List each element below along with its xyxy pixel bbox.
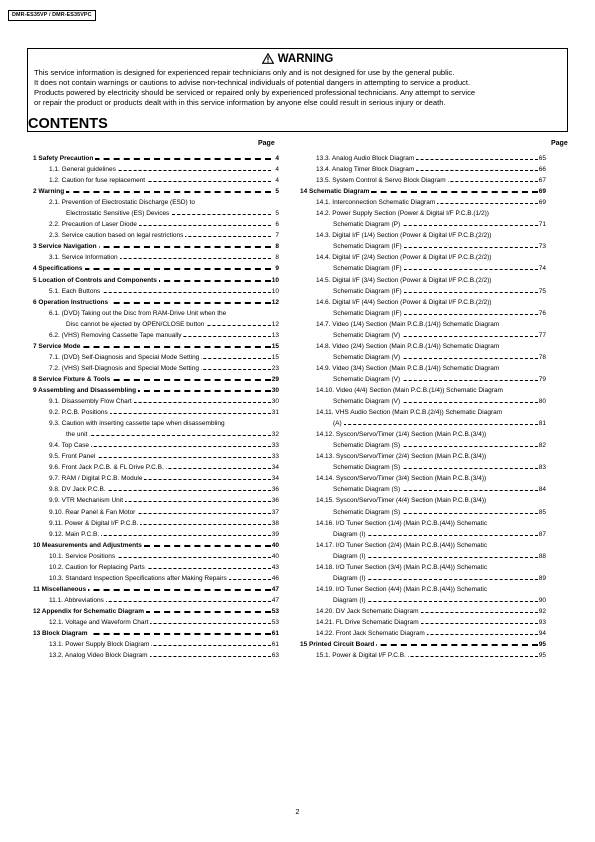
toc-entry-title: 9.4. Top Case: [49, 440, 91, 451]
toc-page-number: 47: [271, 595, 279, 606]
toc-entry-title: 14.10. Video (4/4) Section (Main P.C.B.(1/4)) Schematic Diagram: [316, 385, 505, 396]
toc-page-number: 9: [274, 263, 279, 274]
toc-subsection-entry[interactable]: [300, 330, 546, 341]
toc-subsection-entry[interactable]: [300, 407, 546, 418]
toc-page-number: 95: [538, 639, 546, 650]
toc-entry-title: 12 Appendix for Schematic Diagram: [33, 606, 146, 617]
toc-entry-title: 14.21. FL Drive Schematic Diagram: [316, 617, 421, 628]
toc-entry-title: 7.2. (VHS) Self-Diagnosis and Special Mode Setting: [49, 363, 201, 374]
toc-page-number: 94: [538, 628, 546, 639]
toc-subsection-entry[interactable]: [300, 462, 546, 473]
toc-subsection-entry[interactable]: [300, 628, 546, 639]
toc-section-entry[interactable]: [33, 584, 279, 595]
toc-subsection-entry[interactable]: [33, 352, 279, 363]
toc-entry-title: 14.9. Video (3/4) Section (Main P.C.B.(1/4)) Schematic Diagram: [316, 363, 501, 374]
toc-entry-title: Diagram (I): [333, 573, 368, 584]
toc-subsection-entry[interactable]: [33, 230, 279, 241]
toc-subsection-entry[interactable]: [300, 153, 546, 164]
toc-page-number: 5: [274, 208, 279, 219]
toc-subsection-entry[interactable]: [300, 606, 546, 617]
toc-subsection-entry[interactable]: [33, 518, 279, 529]
toc-page-number: 79: [538, 374, 546, 385]
toc-entry-title: 14.4. Digital I/F (2/4) Section (Power & Digital I/F P.C.B.(2/2)): [316, 252, 493, 263]
warning-triangle-icon: [262, 53, 274, 64]
toc-subsection-entry[interactable]: [300, 573, 546, 584]
page-column-header-left: Page: [258, 140, 275, 147]
toc-entry-title: (A): [333, 418, 344, 429]
toc-section-entry[interactable]: [300, 639, 546, 650]
toc-subsection-entry[interactable]: [33, 462, 279, 473]
toc-subsection-entry[interactable]: [300, 429, 546, 440]
toc-entry-title: the unit: [66, 429, 89, 440]
toc-section-entry[interactable]: [33, 263, 279, 274]
toc-subsection-entry[interactable]: [300, 252, 546, 263]
toc-entry-title: 9.10. Rear Panel & Fan Motor: [49, 507, 137, 518]
toc-entry-title: 14.5. Digital I/F (3/4) Section (Power & Digital I/F P.C.B.(2/2)): [316, 275, 493, 286]
toc-entry-title: 10.2. Caution for Replacing Parts: [49, 562, 147, 573]
toc-page-number: 5: [274, 186, 279, 197]
page-column-header-right: Page: [551, 140, 568, 147]
toc-page-number: 81: [538, 418, 546, 429]
toc-subsection-entry[interactable]: [33, 440, 279, 451]
toc-page-number: 82: [538, 440, 546, 451]
toc-entry-title: 1.1. General guidelines: [49, 164, 118, 175]
toc-entry-title: Schematic Diagram (S): [333, 507, 402, 518]
toc-page-number: 88: [538, 551, 546, 562]
toc-page-number: 77: [538, 330, 546, 341]
toc-subsection-entry[interactable]: [300, 197, 546, 208]
toc-page-number: 7: [274, 230, 279, 241]
toc-entry-title: 14.15. Syscon/Servo/Timer (4/4) Section (Main P.C.B.(3/4)): [316, 495, 488, 506]
toc-entry-title: 9.8. DV Jack P.C.B.: [49, 484, 108, 495]
toc-entry-title: 9 Assembling and Disassembling: [33, 385, 138, 396]
toc-entry-title: 11.1. Abbreviations: [49, 595, 106, 606]
toc-entry-title: 6.1. (DVD) Taking out the Disc from RAM-Drive Unit when the: [49, 308, 228, 319]
toc-entry-title: Schematic Diagram (S): [333, 440, 402, 451]
toc-subsection-entry[interactable]: [300, 518, 546, 529]
toc-subsection-entry[interactable]: [33, 529, 279, 540]
toc-entry-title: 13.1. Power Supply Block Diagram: [49, 639, 151, 650]
toc-entry-title: 14.8. Video (2/4) Section (Main P.C.B.(1/4)) Schematic Diagram: [316, 341, 501, 352]
toc-page-number: 4: [274, 153, 279, 164]
toc-page-number: 90: [538, 595, 546, 606]
toc-subsection-entry[interactable]: [300, 396, 546, 407]
toc-entry-title: 14.20. DV Jack Schematic Diagram: [316, 606, 421, 617]
toc-page-number: 4: [274, 164, 279, 175]
toc-entry-title: 10.1. Service Positions: [49, 551, 117, 562]
toc-entry-title: 15.1. Power & Digital I/F P.C.B.: [316, 650, 408, 661]
toc-subsection-entry[interactable]: [33, 562, 279, 573]
toc-subsection-entry[interactable]: [33, 639, 279, 650]
toc-subsection-entry[interactable]: [33, 363, 279, 374]
toc-entry-title: 9.6. Front Jack P.C.B. & FL Drive P.C.B.: [49, 462, 166, 473]
toc-entry-title: 9.5. Front Panel: [49, 451, 97, 462]
toc-entry-title: 10.3. Standard Inspection Specifications after Making Repairs: [49, 573, 229, 584]
toc-left-column: [33, 153, 279, 661]
toc-entry-title: 14.13. Syscon/Servo/Timer (2/4) Section (Main P.C.B.(3/4)): [316, 451, 488, 462]
toc-subsection-entry[interactable]: [300, 374, 546, 385]
toc-subsection-entry[interactable]: [33, 617, 279, 628]
toc-page-number: 13: [271, 330, 279, 341]
toc-page-number: 83: [538, 462, 546, 473]
toc-page-number: 76: [538, 308, 546, 319]
toc-entry-title: 14.14. Syscon/Servo/Timer (3/4) Section (Main P.C.B.(3/4)): [316, 473, 488, 484]
toc-entry-title: 12.1. Voltage and Waveform Chart: [49, 617, 150, 628]
toc-entry-title: Schematic Diagram (V): [333, 330, 402, 341]
toc-page-number: 40: [271, 551, 279, 562]
toc-subsection-entry[interactable]: [300, 529, 546, 540]
toc-entry-title: Diagram (I): [333, 595, 368, 606]
toc-page-number: 85: [538, 507, 546, 518]
toc-subsection-entry[interactable]: [33, 473, 279, 484]
toc-subsection-entry[interactable]: [300, 551, 546, 562]
toc-subsection-entry[interactable]: [300, 540, 546, 551]
toc-page-number: 30: [271, 385, 279, 396]
toc-subsection-entry[interactable]: [33, 219, 279, 230]
toc-subsection-entry[interactable]: [300, 584, 546, 595]
toc-entry-title: 9.1. Disassembly Flow Chart: [49, 396, 134, 407]
toc-section-entry[interactable]: [33, 153, 279, 164]
toc-subsection-entry[interactable]: [33, 451, 279, 462]
toc-page-number: 73: [538, 241, 546, 252]
toc-subsection-entry[interactable]: [300, 617, 546, 628]
warning-line: This service information is designed for experienced repair technicians only and is not designed for use by the general public.: [34, 68, 455, 77]
toc-section-entry[interactable]: [33, 628, 279, 639]
toc-subsection-entry[interactable]: [300, 473, 546, 484]
toc-subsection-entry[interactable]: [33, 197, 279, 208]
toc-section-entry[interactable]: [33, 186, 279, 197]
toc-page-number: 34: [271, 462, 279, 473]
toc-section-entry[interactable]: [33, 385, 279, 396]
toc-entry-title: 14.6. Digital I/F (4/4) Section (Power & Digital I/F P.C.B.(2/2)): [316, 297, 493, 308]
toc-subsection-entry[interactable]: [300, 241, 546, 252]
toc-entry-title: 10 Measurements and Adjustments: [33, 540, 144, 551]
toc-page-number: 78: [538, 352, 546, 363]
toc-entry-title: 11 Miscellaneous: [33, 584, 88, 595]
contents-heading: CONTENTS: [28, 116, 108, 132]
toc-section-entry[interactable]: [33, 606, 279, 617]
toc-page-number: 66: [538, 164, 546, 175]
toc-entry-title: 13.2. Analog Video Block Diagram: [49, 650, 150, 661]
toc-subsection-entry[interactable]: [33, 418, 279, 429]
toc-entry-title: 4 Specifications: [33, 263, 85, 274]
toc-page-number: 36: [271, 495, 279, 506]
toc-entry-title: Disc cannot be ejected by OPEN/CLOSE button: [66, 319, 206, 330]
toc-subsection-entry[interactable]: [300, 175, 546, 186]
toc-subsection-entry[interactable]: [300, 595, 546, 606]
toc-page-number: 69: [538, 197, 546, 208]
toc-page-number: 33: [271, 440, 279, 451]
toc-subsection-entry[interactable]: [300, 164, 546, 175]
toc-page-number: 67: [538, 175, 546, 186]
toc-section-entry[interactable]: [33, 374, 279, 385]
toc-page-number: 92: [538, 606, 546, 617]
toc-page-number: 29: [271, 374, 279, 385]
toc-subsection-entry[interactable]: [300, 208, 546, 219]
toc-page-number: 71: [538, 219, 546, 230]
toc-entry-title: Schematic Diagram (IF): [333, 241, 404, 252]
toc-entry-title: 5 Location of Controls and Components: [33, 275, 159, 286]
toc-page-number: 84: [538, 484, 546, 495]
toc-entry-title: 13 Block Diagram: [33, 628, 90, 639]
toc-subsection-entry[interactable]: [300, 495, 546, 506]
toc-entry-title: Schematic Diagram (IF): [333, 286, 404, 297]
toc-entry-title: Diagram (I): [333, 551, 368, 562]
toc-entry-title: 2.3. Service caution based on legal restrictions: [49, 230, 185, 241]
toc-entry-title: 9.2. P.C.B. Positions: [49, 407, 110, 418]
toc-entry-title: 14.1. Interconnection Schematic Diagram: [316, 197, 437, 208]
warning-line: or repair the product or products dealt with in this service information by anyone else could result in serious injury or death.: [34, 98, 446, 107]
toc-subsection-entry[interactable]: [300, 341, 546, 352]
toc-subsection-entry[interactable]: [33, 507, 279, 518]
toc-subsection-entry[interactable]: [300, 297, 546, 308]
toc-page-number: 65: [538, 153, 546, 164]
toc-subsection-entry[interactable]: [33, 595, 279, 606]
toc-subsection-entry[interactable]: [300, 385, 546, 396]
toc-entry-title: 14.12. Syscon/Servo/Timer (1/4) Section (Main P.C.B.(3/4)): [316, 429, 488, 440]
toc-page-number: 47: [271, 584, 279, 595]
toc-subsection-entry[interactable]: [300, 363, 546, 374]
toc-page-number: 15: [271, 352, 279, 363]
toc-entry-title: 15 Printed Circuit Board: [300, 639, 376, 650]
toc-page-number: 61: [271, 639, 279, 650]
toc-subsection-entry[interactable]: [33, 208, 279, 219]
toc-subsection-entry[interactable]: [33, 407, 279, 418]
toc-section-entry[interactable]: [33, 297, 279, 308]
toc-entry-title: Schematic Diagram (IF): [333, 263, 404, 274]
toc-entry-title: 14.22. Front Jack Schematic Diagram: [316, 628, 427, 639]
toc-subsection-entry[interactable]: [300, 352, 546, 363]
toc-entry-title: 6.2. (VHS) Removing Cassette Tape manually: [49, 330, 183, 341]
toc-page-number: 40: [271, 540, 279, 551]
toc-section-entry[interactable]: [300, 186, 546, 197]
toc-entry-title: 2 Warning: [33, 186, 66, 197]
toc-page-number: 43: [271, 562, 279, 573]
toc-page-number: 38: [271, 518, 279, 529]
toc-page-number: 69: [538, 186, 546, 197]
toc-subsection-entry[interactable]: [33, 330, 279, 341]
toc-subsection-entry[interactable]: [33, 573, 279, 584]
toc-entry-title: Schematic Diagram (P): [333, 219, 402, 230]
toc-entry-title: Electrostatic Sensitive (ES) Devices: [66, 208, 171, 219]
toc-entry-title: 14.18. I/O Tuner Section (3/4) (Main P.C.B.(4/4)) Schematic: [316, 562, 489, 573]
toc-entry-title: 14.11. VHS Audio Section (Main P.C.B.(2/4)) Schematic Diagram: [316, 407, 504, 418]
toc-section-entry[interactable]: [33, 241, 279, 252]
toc-entry-title: 14.3. Digital I/F (1/4) Section (Power & Digital I/F P.C.B.(2/2)): [316, 230, 493, 241]
toc-entry-title: Schematic Diagram (V): [333, 374, 402, 385]
toc-entry-title: 6 Operation Instructions: [33, 297, 110, 308]
toc-entry-title: 7 Service Mode: [33, 341, 82, 352]
toc-subsection-entry[interactable]: [33, 429, 279, 440]
toc-entry-title: 14 Schematic Diagram: [300, 186, 371, 197]
toc-entry-title: 9.11. Power & Digital I/F P.C.B.: [49, 518, 140, 529]
toc-entry-title: 2.1. Prevention of Electrostatic Discharge (ESD) to: [49, 197, 197, 208]
toc-page-number: 93: [538, 617, 546, 628]
toc-page-number: 33: [271, 451, 279, 462]
warning-line: Products powered by electricity should be serviced or repaired only by experienced professional technicians. Any attempt to service: [34, 88, 476, 97]
toc-entry-title: 7.1. (DVD) Self-Diagnosis and Special Mode Setting: [49, 352, 201, 363]
toc-entry-title: Schematic Diagram (V): [333, 396, 402, 407]
toc-right-column: [300, 153, 546, 661]
toc-subsection-entry[interactable]: [300, 286, 546, 297]
toc-entry-title: 3.1. Service Information: [49, 252, 120, 263]
toc-entry-title: 14.19. I/O Tuner Section (4/4) (Main P.C.B.(4/4)) Schematic: [316, 584, 489, 595]
toc-subsection-entry[interactable]: [33, 484, 279, 495]
toc-subsection-entry[interactable]: [33, 396, 279, 407]
toc-subsection-entry[interactable]: [33, 252, 279, 263]
toc-page-number: 30: [271, 396, 279, 407]
toc-entry-title: Schematic Diagram (S): [333, 462, 402, 473]
toc-page-number: 4: [274, 175, 279, 186]
toc-page-number: 8: [274, 241, 279, 252]
toc-page-number: 15: [271, 341, 279, 352]
toc-page-number: 46: [271, 573, 279, 584]
toc-subsection-entry[interactable]: [300, 650, 546, 661]
toc-subsection-entry[interactable]: [300, 440, 546, 451]
model-label: DMR-ES35VP / DMR-ES35VPC: [8, 10, 96, 21]
toc-page-number: 10: [271, 286, 279, 297]
toc-subsection-entry[interactable]: [300, 451, 546, 462]
toc-entry-title: 13.4. Analog Timer Block Diagram: [316, 164, 416, 175]
toc-subsection-entry[interactable]: [300, 275, 546, 286]
toc-page-number: 63: [271, 650, 279, 661]
toc-entry-title: 13.3. Analog Audio Block Diagram: [316, 153, 416, 164]
toc-entry-title: 3 Service Navigation: [33, 241, 99, 252]
toc-subsection-entry[interactable]: [33, 164, 279, 175]
toc-page-number: 75: [538, 286, 546, 297]
toc-subsection-entry[interactable]: [33, 495, 279, 506]
toc-entry-title: 1 Safety Precaution: [33, 153, 95, 164]
toc-entry-title: Schematic Diagram (IF): [333, 308, 404, 319]
toc-subsection-entry[interactable]: [300, 308, 546, 319]
toc-page-number: 34: [271, 473, 279, 484]
toc-entry-title: 8 Service Fixture & Tools: [33, 374, 112, 385]
toc-page-number: 32: [271, 429, 279, 440]
toc-subsection-entry[interactable]: [33, 286, 279, 297]
toc-page-number: 80: [538, 396, 546, 407]
toc-entry-title: Schematic Diagram (V): [333, 352, 402, 363]
toc-page-number: 31: [271, 407, 279, 418]
toc-page-number: 10: [271, 275, 279, 286]
toc-entry-title: Schematic Diagram (S): [333, 484, 402, 495]
toc-leader-line: [333, 424, 538, 425]
toc-leader-line: [33, 191, 271, 193]
toc-section-entry[interactable]: [33, 540, 279, 551]
toc-subsection-entry[interactable]: [33, 308, 279, 319]
toc-entry-title: 14.17. I/O Tuner Section (2/4) (Main P.C.B.(4/4)) Schematic: [316, 540, 489, 551]
toc-entry-title: 5.1. Each Buttons: [49, 286, 102, 297]
toc-subsection-entry[interactable]: [300, 263, 546, 274]
toc-subsection-entry[interactable]: [33, 551, 279, 562]
toc-subsection-entry[interactable]: [300, 418, 546, 429]
toc-subsection-entry[interactable]: [300, 507, 546, 518]
toc-subsection-entry[interactable]: [300, 230, 546, 241]
toc-section-entry[interactable]: [33, 275, 279, 286]
toc-subsection-entry[interactable]: [300, 562, 546, 573]
toc-page-number: 23: [271, 363, 279, 374]
toc-subsection-entry[interactable]: [33, 319, 279, 330]
warning-text: [34, 68, 561, 108]
toc-entry-title: 9.3. Caution with inserting cassette tape when disassembling: [49, 418, 227, 429]
toc-subsection-entry[interactable]: [300, 484, 546, 495]
warning-box: [27, 48, 568, 132]
toc-subsection-entry[interactable]: [33, 650, 279, 661]
toc-page-number: 8: [274, 252, 279, 263]
toc-page-number: 74: [538, 263, 546, 274]
toc-entry-title: 2.2. Precaution of Laser Diode: [49, 219, 139, 230]
toc-subsection-entry[interactable]: [300, 319, 546, 330]
toc-page-number: 95: [538, 650, 546, 661]
toc-entry-title: 9.12. Main P.C.B.: [49, 529, 101, 540]
warning-title-text: WARNING: [277, 53, 334, 65]
toc-subsection-entry[interactable]: [33, 175, 279, 186]
page-number: 2: [295, 807, 300, 816]
toc-entry-title: 13.5. System Control & Servo Block Diagram: [316, 175, 448, 186]
warning-line: It does not contain warnings or cautions to advise non-technical individuals of potential dangers in attempting to service a product.: [34, 78, 471, 87]
toc-page-number: 12: [271, 319, 279, 330]
toc-entry-title: 14.7. Video (1/4) Section (Main P.C.B.(1/4)) Schematic Diagram: [316, 319, 501, 330]
toc-page-number: 53: [271, 606, 279, 617]
toc-page-number: 39: [271, 529, 279, 540]
toc-page-number: 89: [538, 573, 546, 584]
warning-title: [28, 52, 567, 66]
toc-entry-title: 14.16. I/O Tuner Section (1/4) (Main P.C.B.(4/4)) Schematic: [316, 518, 489, 529]
toc-page-number: 36: [271, 484, 279, 495]
toc-leader-line: [66, 435, 271, 436]
toc-page-number: 61: [271, 628, 279, 639]
toc-entry-title: 9.7. RAM / Digital P.C.B. Module: [49, 473, 144, 484]
toc-page-number: 53: [271, 617, 279, 628]
toc-entry-title: Diagram (I): [333, 529, 368, 540]
toc-subsection-entry[interactable]: [300, 219, 546, 230]
toc-entry-title: 9.9. VTR Mechanism Unit: [49, 495, 125, 506]
toc-page-number: 37: [271, 507, 279, 518]
toc-page-number: 6: [274, 219, 279, 230]
toc-section-entry[interactable]: [33, 341, 279, 352]
toc-entry-title: 14.2. Power Supply Section (Power & Digital I/F P.C.B.(1/2)): [316, 208, 491, 219]
toc-page-number: 12: [271, 297, 279, 308]
toc-page-number: 87: [538, 529, 546, 540]
toc-entry-title: 1.2. Caution for fuse replacement: [49, 175, 147, 186]
